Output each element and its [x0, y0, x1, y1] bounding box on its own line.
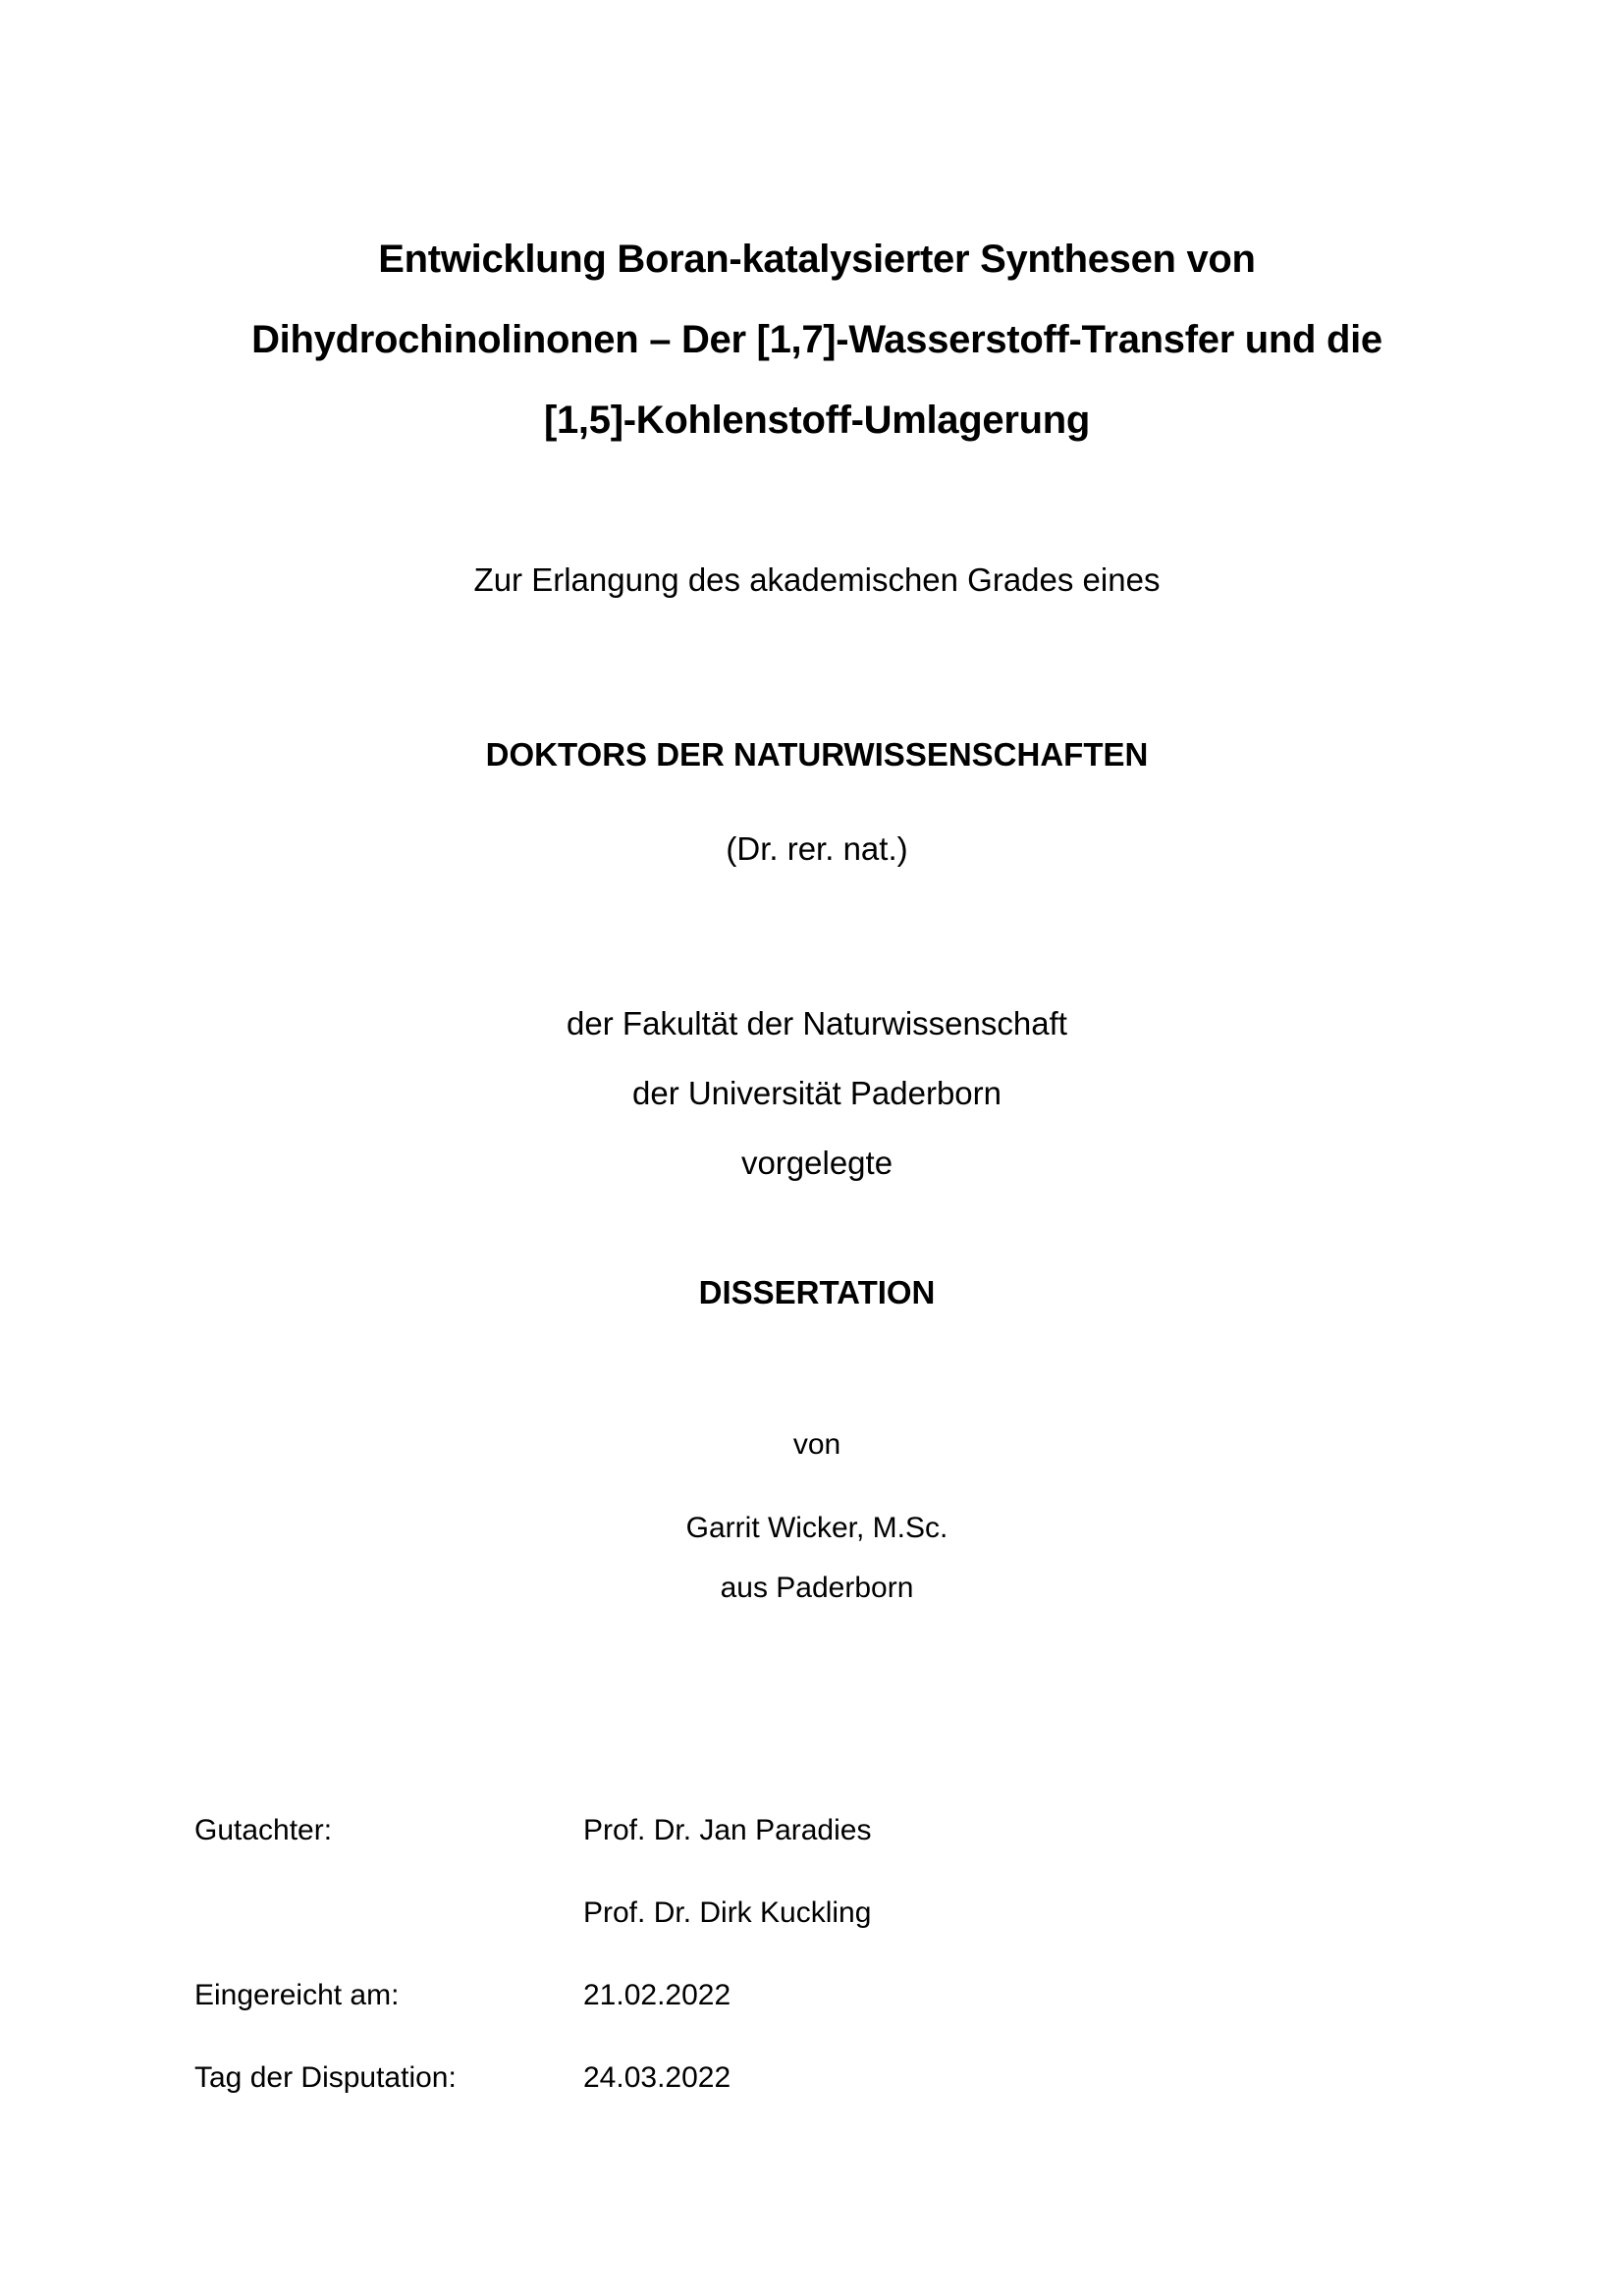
author-origin: aus Paderborn [720, 1572, 914, 1604]
thesis-title-line-1: Entwicklung Boran-katalysierter Synthesen von [378, 238, 1256, 281]
reviewer-1: Prof. Dr. Jan Paradies [583, 1814, 872, 1846]
faculty-line-1: der Fakultät der Naturwissenschaft [567, 1005, 1067, 1041]
reviewers-label: Gutachter: [194, 1814, 333, 1846]
defense-date: 24.03.2022 [583, 2061, 731, 2094]
defense-label: Tag der Disputation: [194, 2061, 457, 2094]
thesis-title-line-2: Dihydrochinolinonen – Der [1,7]-Wasserstoff-Transfer und die [251, 318, 1382, 361]
document-type: DISSERTATION [698, 1274, 936, 1310]
faculty-line-2: der Universität Paderborn [631, 1075, 1002, 1111]
submitted-label: Eingereicht am: [194, 1979, 400, 2011]
submitted-date: 21.02.2022 [583, 1979, 731, 2011]
author-name: Garrit Wicker, M.Sc. [685, 1512, 948, 1544]
author-prefix: von [792, 1428, 841, 1461]
degree-abbreviation: (Dr. rer. nat.) [726, 830, 908, 867]
degree-name: DOKTORS DER NATURWISSENSCHAFTEN [485, 736, 1149, 773]
degree-purpose: Zur Erlangung des akademischen Grades eines [473, 561, 1161, 598]
reviewer-2: Prof. Dr. Dirk Kuckling [583, 1896, 872, 1929]
faculty-line-3: vorgelegte [740, 1145, 893, 1181]
thesis-title-line-3: [1,5]-Kohlenstoff-Umlagerung [543, 399, 1091, 442]
